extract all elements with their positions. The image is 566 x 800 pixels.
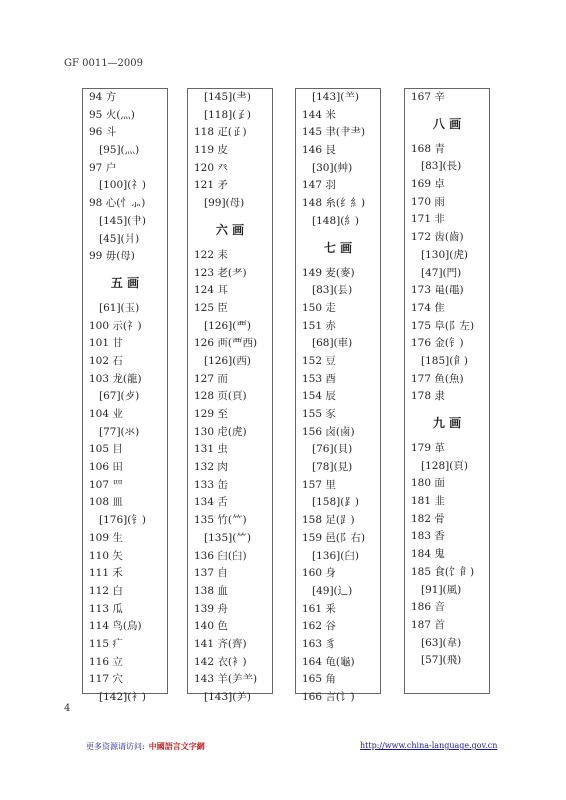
radical-entry: 176 金(钅) [411,337,464,350]
radical-cross-reference: [68](車) [312,337,353,350]
radical-entry: 112 白 [89,584,123,597]
radical-entry: 172 齿(齒) [411,231,464,244]
radical-entry: 102 石 [89,354,123,367]
radical-entry: 150 走 [302,301,336,314]
stroke-count-heading: 七 画 [323,240,353,255]
radical-entry: 97 户 [89,161,117,174]
document-code: GF 0011—2009 [64,58,144,69]
radical-entry: 121 矛 [194,179,228,192]
radical-entry: 100 示(礻) [89,319,142,332]
radical-cross-reference: [78](見) [312,461,353,474]
radical-cross-reference: [100](礻) [99,179,146,192]
radical-entry: 117 穴 [89,673,123,686]
radical-entry: 165 角 [302,673,336,686]
radical-cross-reference: [135](⺮) [204,531,251,544]
radical-entry: 128 页(頁) [194,390,247,403]
radical-entry: 132 肉 [194,461,228,474]
radical-entry: 186 音 [411,601,445,614]
radical-entry: 175 阜(阝左) [411,319,475,332]
radical-entry: 114 鸟(鳥) [89,620,142,633]
radical-cross-reference: [63](韋) [421,636,462,649]
radical-entry: 129 至 [194,408,228,420]
radical-cross-reference: [57](飛) [421,654,462,667]
radical-entry: 171 非 [411,213,445,226]
radical-entry: 187 首 [411,618,445,631]
radical-cross-reference: [61](玉) [99,301,140,314]
radical-entry: 140 色 [194,620,228,633]
radical-cross-reference: [158](⻊) [312,496,359,509]
radical-entry: 109 生 [89,531,123,544]
radical-entry: 106 田 [89,461,123,474]
radical-entry: 96 斗 [89,126,117,139]
radical-entry: 136 臼(臼) [194,549,247,562]
radical-entry: 158 足(⻊) [302,514,355,527]
radical-entry: 148 糸(纟糹) [302,197,366,210]
radical-entry: 167 辛 [411,91,445,103]
radical-entry: 104 业 [89,408,123,420]
footer-url-link[interactable]: http://www.china-language.gov.cn [360,741,498,750]
radical-entry: 169 卓 [411,178,445,191]
radical-column-1 [82,88,168,703]
radical-entry: 160 身 [302,567,336,580]
radical-entry: 174 隹 [411,301,445,314]
radical-cross-reference: [30](艸) [312,161,353,174]
radical-entry: 142 衣(衤) [194,655,247,668]
radical-cross-reference: [126](覀) [204,319,251,332]
radical-entry: 94 方 [89,91,117,103]
radical-entry: 163 豸 [302,637,336,650]
radical-entry: 144 米 [302,108,336,121]
stroke-count-heading: 九 画 [432,416,462,430]
radical-entry: 116 立 [89,655,123,668]
stroke-count-heading: 八 画 [432,116,462,131]
radical-entry: 130 虍(虎) [194,425,247,438]
radical-entry: 184 鬼 [411,548,445,561]
radical-entry: 170 雨 [411,195,445,208]
radical-entry: 147 羽 [302,179,336,192]
radical-entry: 108 皿 [89,496,123,509]
radical-cross-reference: [136](臼) [312,549,359,562]
radical-entry: 180 面 [411,477,445,490]
radical-entry: 141 齐(齊) [194,637,247,650]
radical-column-4 [404,88,490,694]
radical-entry: 125 臣 [194,301,228,314]
footer-resource-note [86,741,205,752]
radical-entry: 178 隶 [411,390,445,403]
radical-entry: 181 韭 [411,495,445,508]
page-number: 4 [64,703,71,714]
radical-entry: 103 龙(龍) [89,372,142,385]
radical-entry: 182 骨 [411,512,445,525]
radical-entry: 99 毋(母) [89,250,135,263]
radical-cross-reference: [91](風) [421,583,462,596]
radical-entry: 166 言(讠) [302,691,355,703]
radical-entry: 153 酉 [302,372,336,385]
radical-cross-reference: [176](钅) [99,514,146,527]
radical-cross-reference: [83](長) [421,160,462,173]
radical-cross-reference: [126](西) [204,354,251,367]
radical-entry: 124 耳 [194,284,228,297]
radical-entry: 135 竹(⺮) [194,514,247,527]
radical-entry: 113 瓜 [89,602,123,615]
radical-entry: 173 黾(黽) [411,284,464,297]
radical-cross-reference: [76](貝) [312,443,353,456]
radical-entry: 138 血 [194,584,228,597]
radical-cross-reference: [143](⺷) [312,91,359,103]
radical-entry: 110 矢 [89,549,123,562]
radical-entry: 133 缶 [194,478,228,491]
radical-entry: 98 心(忄⺗) [89,197,146,210]
radical-entry: 115 疒 [89,637,123,650]
radical-entry: 161 釆 [302,602,336,615]
radical-entry: 151 赤 [302,319,336,332]
radical-entry: 95 火(灬) [89,108,135,121]
radical-entry: 146 艮 [302,144,336,157]
radical-entry: 122 耒 [194,248,228,261]
radical-cross-reference: [118](𤴔) [204,108,251,121]
radical-entry: 183 香 [411,530,445,543]
radical-column-3 [295,88,381,703]
radical-entry: 152 豆 [302,354,336,367]
radical-entry: 185 食(饣𩙿) [411,565,475,578]
radical-entry: 107 罒 [89,478,123,491]
radical-entry: 118 疋(𤴔) [194,126,247,139]
stroke-count-heading: 六 画 [215,222,245,237]
radical-entry: 127 而 [194,372,228,385]
footer-site-name[interactable]: 中國語言文字網 [148,741,205,751]
radical-entry: 101 甘 [89,337,123,350]
radical-entry: 145 聿(肀⺻) [302,126,366,139]
footer-prefix: 更多资源请访问: [86,742,145,751]
radical-cross-reference: [143](⺶) [204,691,251,703]
radical-entry: 155 豕 [302,408,336,420]
radical-cross-reference: [130](虎) [421,248,468,261]
radical-entry: 157 里 [302,478,336,491]
radical-entry: 177 鱼(魚) [411,372,464,385]
radical-entry: 156 卤(鹵) [302,425,355,438]
radical-cross-reference: [128](頁) [421,459,468,472]
radical-cross-reference: [142](衤) [99,691,146,703]
radical-entry: 179 革 [411,442,445,454]
radical-entry: 149 麦(麥) [302,266,355,279]
radical-entry: 168 青 [411,142,445,155]
radical-entry: 105 目 [89,443,123,456]
radical-cross-reference: [145](肀) [99,214,146,227]
radical-entry: 137 自 [194,567,228,580]
radical-cross-reference: [148](糹) [312,214,359,227]
radical-cross-reference: [77](氺) [99,425,140,438]
radical-cross-reference: [95](灬) [99,144,140,157]
radical-entry: 159 邑(阝右) [302,531,366,544]
stroke-count-heading: 五 画 [110,275,140,290]
radical-entry: 123 老(耂) [194,266,247,279]
radical-cross-reference: [99](母) [204,197,245,210]
radical-cross-reference: [185](𩙿) [421,354,468,367]
radical-entry: 120 癶 [194,161,228,174]
radical-column-2 [187,88,273,703]
radical-entry: 164 龟(龜) [302,655,355,668]
radical-entry: 126 襾(覀西) [194,337,258,350]
radical-entry: 139 舟 [194,602,228,615]
radical-cross-reference: [67](歺) [99,390,140,403]
radical-entry: 154 辰 [302,390,336,403]
radical-cross-reference: [47](門) [421,266,462,279]
radical-cross-reference: [45](爿) [99,232,140,245]
radical-entry: 131 虫 [194,443,228,456]
radical-entry: 119 皮 [194,144,228,157]
radical-entry: 111 禾 [89,567,123,580]
radical-cross-reference: [145](⺻) [204,91,251,103]
radical-cross-reference: [49](⻌) [312,584,353,597]
radical-cross-reference: [83](镸) [312,284,353,297]
radical-entry: 134 舌 [194,496,228,509]
radical-entry: 143 羊(⺶⺷) [194,673,258,686]
radical-entry: 162 谷 [302,620,336,633]
